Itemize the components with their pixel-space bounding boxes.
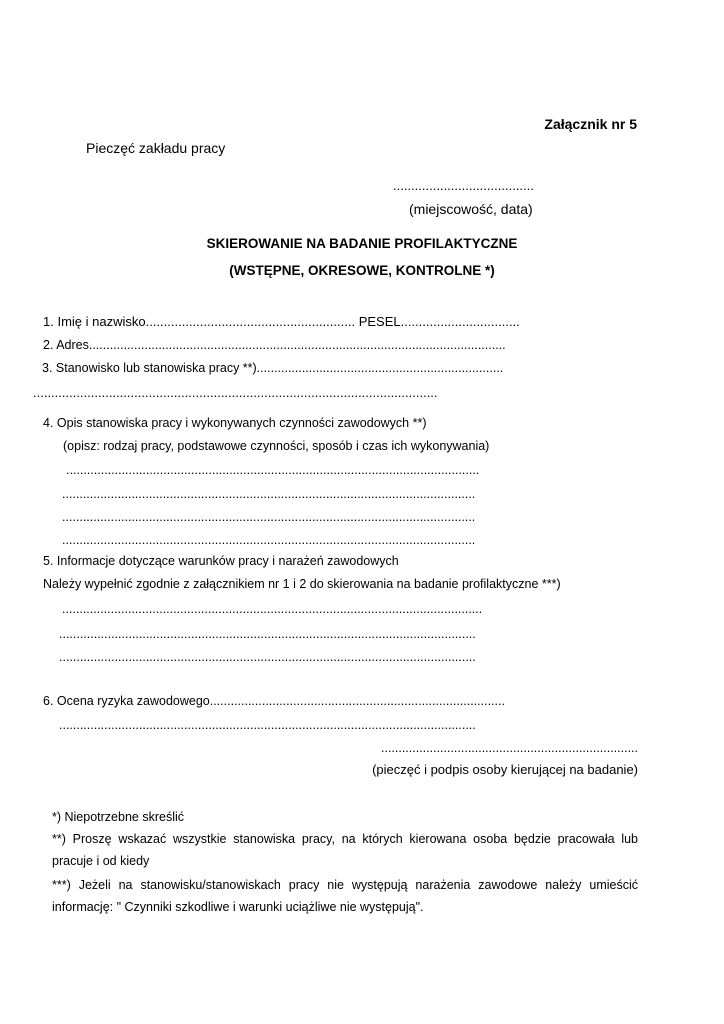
footnote-3: ***) Jeżeli na stanowisku/stanowiskach pracy nie występują narażenia zawodowe należy umieścić informację: " Czynniki szkodliwe i warunki uciążliwe nie występują". <box>52 878 638 914</box>
footnote-2: **) Proszę wskazać wszystkie stanowiska pracy, na których kierowana osoba będzie pracowała lub pracuje i od kiedy <box>52 832 638 868</box>
position-field-continuation: ................................................................................................................ <box>33 385 438 400</box>
document-subtitle: (WSTĘPNE, OKRESOWE, KONTROLNE *) <box>229 263 495 278</box>
job-description-line: ....................................................................................................................... <box>62 487 476 501</box>
name-pesel-field: 1. Imię i nazwisko.......................................................... PESEL................................. <box>43 314 520 329</box>
footnote-1: *) Niepotrzebne skreślić <box>52 810 184 824</box>
signature-field: .......................................................................... <box>381 741 638 755</box>
job-description-hint: (opisz: rodzaj pracy, podstawowe czynności, sposób i czas ich wykonywania) <box>63 439 490 453</box>
position-field: 3. Stanowisko lub stanowiska pracy **)....................................................................... <box>42 361 504 375</box>
job-description-line: ....................................................................................................................... <box>62 533 476 547</box>
work-conditions-title: 5. Informacje dotyczące warunków pracy i narażeń zawodowych <box>43 554 399 568</box>
job-description-line: ....................................................................................................................... <box>66 463 480 477</box>
risk-assessment-field: 6. Ocena ryzyka zawodowego..................................................................................... <box>43 694 505 708</box>
address-field: 2. Adres........................................................................................................................ <box>43 338 506 352</box>
place-date-label: (miejscowość, data) <box>409 201 533 217</box>
signature-label: (pieczęć i podpis osoby kierującej na badanie) <box>372 762 638 777</box>
job-description-line: ....................................................................................................................... <box>62 510 476 524</box>
work-conditions-line: ........................................................................................................................ <box>59 627 476 641</box>
risk-assessment-line: ........................................................................................................................ <box>59 718 476 732</box>
document-title: SKIEROWANIE NA BADANIE PROFILAKTYCZNE <box>206 236 518 251</box>
place-date-field: ....................................... <box>393 178 534 193</box>
work-conditions-line: ........................................................................................................................ <box>59 650 476 664</box>
work-conditions-line: ......................................................................................................................... <box>62 602 483 616</box>
annex-number: Załącznik nr 5 <box>544 116 637 132</box>
work-conditions-hint: Należy wypełnić zgodnie z załącznikiem nr 1 i 2 do skierowania na badanie profilaktyczne ***) <box>43 577 561 591</box>
job-description-title: 4. Opis stanowiska pracy i wykonywanych czynności zawodowych **) <box>43 416 427 430</box>
company-stamp-label: Pieczęć zakładu pracy <box>86 140 226 156</box>
